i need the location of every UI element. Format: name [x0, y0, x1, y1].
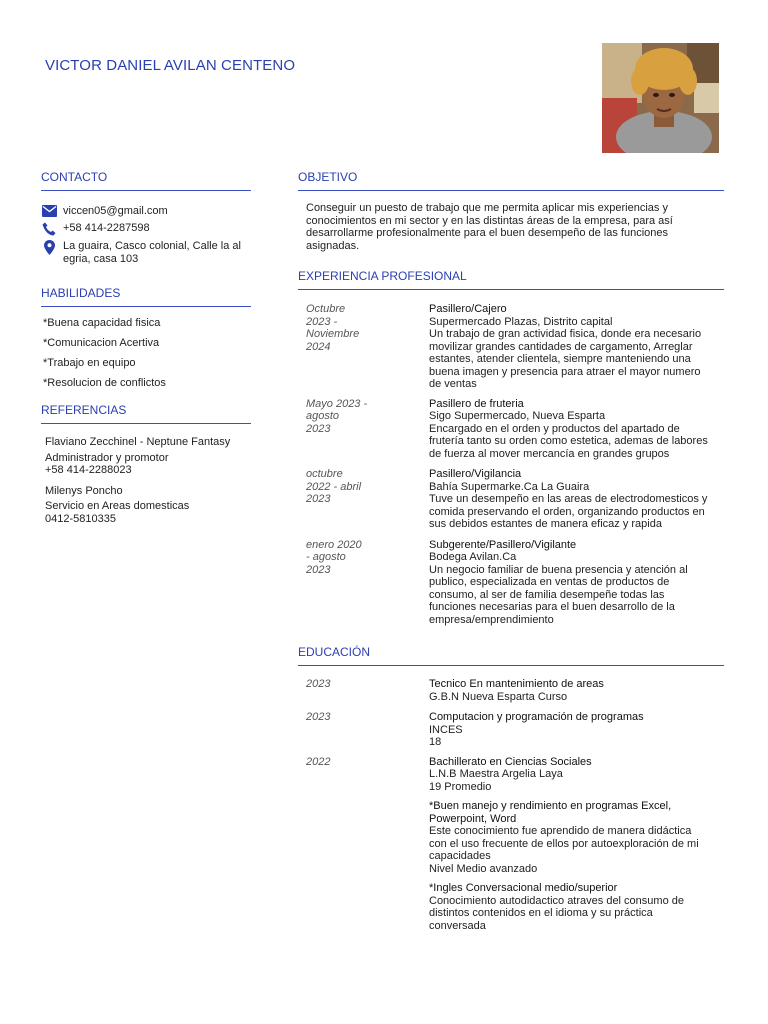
desc-line: empresa/emprendimiento	[429, 613, 554, 626]
date-line: Mayo 2023 -	[306, 397, 368, 410]
education-line: G.B.N Nueva Esparta Curso	[429, 690, 568, 703]
date-line: 2022 - abril	[306, 480, 362, 493]
skill-item: *Trabajo en equipo	[43, 357, 136, 369]
desc-line: Un trabajo de gran actividad fisica, donde era necesario	[429, 328, 702, 340]
address-line-2: egria, casa 103	[63, 253, 139, 265]
desc-line: frutería tanto su orden como estetica, ademas de labores	[429, 435, 708, 447]
education-title: *Buen manejo y rendimiento en programas Excel,	[429, 800, 672, 812]
experience-date	[306, 303, 429, 391]
education-body	[429, 756, 724, 794]
company: Bodega Avilan.Ca	[429, 551, 517, 563]
right-column	[298, 170, 724, 932]
date-line: 2023	[306, 493, 331, 505]
experience-date	[306, 468, 429, 531]
company: Sigo Supermercado, Nueva Esparta	[429, 410, 606, 422]
reference-phone: 0412-5810335	[45, 512, 116, 525]
reference-role: Servicio en Areas domesticas	[45, 500, 190, 512]
experience-entry	[306, 539, 724, 627]
education-line: L.N.B Maestra Argelia Laya	[429, 768, 563, 780]
profile-photo	[602, 43, 719, 153]
contact-section-title: CONTACTO	[41, 170, 251, 191]
education-title: Bachillerato en Ciencias Sociales	[429, 755, 592, 768]
date-line: Noviembre	[306, 328, 360, 340]
skills-list	[41, 317, 251, 390]
education-title: Computacion y programación de programas	[429, 711, 644, 723]
desc-line: comida preservando el orden, organizando productos en	[429, 505, 705, 518]
skill-item: *Resolucion de conflictos	[43, 377, 166, 389]
experience-date	[306, 539, 429, 627]
education-line: Este conocimiento fue aprendido de manera didáctica	[429, 825, 692, 837]
education-line: Conocimiento autodidactico atraves del consumo de	[429, 894, 684, 907]
experience-body	[429, 398, 724, 461]
education-title: *Ingles Conversacional medio/superior	[429, 882, 618, 894]
objective-line: asignadas.	[306, 239, 360, 252]
desc-line: movilizar grandes cantidades de cargamento, Arreglar	[429, 340, 693, 353]
desc-line: consumo, al ser de familia desempeñe todas las	[429, 588, 665, 601]
education-line: conversada	[429, 919, 486, 932]
mail-icon	[41, 205, 57, 217]
address-text	[63, 240, 241, 266]
date-line: octubre	[306, 468, 343, 480]
contact-email	[41, 205, 251, 218]
email-text[interactable]: viccen05@gmail.com	[63, 205, 168, 217]
desc-line: Un negocio familiar de buena presencia y atención al	[429, 563, 688, 576]
education-entry	[306, 882, 724, 932]
education-line: 19 Promedio	[429, 780, 492, 793]
education-entry	[306, 800, 724, 875]
objective-line: desarrollarme profesionalmente para el buen desempeño de las funciones	[306, 227, 669, 239]
date-line: Octubre	[306, 303, 346, 315]
education-line: con el uso frecuente de ellos por autoexploración de mi	[429, 837, 699, 850]
date-line: 2023 -	[306, 315, 338, 328]
education-body	[429, 711, 724, 749]
experience-date	[306, 398, 429, 461]
company: Bahía Supermarke.Ca La Guaira	[429, 480, 590, 493]
experience-entry	[306, 303, 724, 391]
date-line: 2023	[306, 563, 331, 576]
job-title: Pasillero/Vigilancia	[429, 468, 522, 480]
job-title: Pasillero/Cajero	[429, 303, 507, 315]
education-date	[306, 882, 429, 932]
references-section-title: REFERENCIAS	[41, 403, 251, 424]
contact-phone	[41, 222, 251, 236]
reference-role: Administrador y promotor	[45, 451, 169, 464]
education-line: INCES	[429, 723, 463, 736]
phone-text: +58 414-2287598	[63, 222, 150, 234]
date-line: agosto	[306, 410, 340, 422]
date-line: 2023	[306, 422, 331, 435]
education-entry	[306, 678, 724, 703]
education-line: distintos contenidos en el idioma y su práctica	[429, 907, 653, 919]
desc-line: estantes, atender clientela, siempre manteniendo una	[429, 353, 691, 365]
date-line: - agosto	[306, 551, 346, 563]
reference-name: Flaviano Zecchinel - Neptune Fantasy	[45, 436, 231, 448]
experience-body	[429, 303, 724, 391]
education-body	[429, 678, 724, 703]
job-title: Subgerente/Pasillero/Vigilante	[429, 538, 577, 551]
desc-line: publico, especializada en ventas de productos de	[429, 576, 670, 588]
education-date: 2023	[306, 711, 331, 723]
date-line: 2024	[306, 340, 331, 353]
contact-list	[41, 205, 251, 266]
education-date: 2023	[306, 678, 331, 690]
objective-section-title: OBJETIVO	[298, 170, 724, 191]
desc-line: funciones necesarias para el buen desarrollo de la	[429, 601, 675, 613]
education-date	[306, 800, 429, 875]
education-line: capacidades	[429, 850, 491, 862]
education-body	[429, 800, 724, 875]
job-title: Pasillero de fruteria	[429, 397, 524, 410]
education-section-title: EDUCACIÓN	[298, 645, 724, 666]
reference-phone: +58 414-2288023	[45, 464, 132, 476]
education-entry	[306, 711, 724, 749]
education-date: 2022	[306, 755, 331, 768]
education-line: Nivel Medio avanzado	[429, 862, 538, 875]
experience-section-title: EXPERIENCIA PROFESIONAL	[298, 269, 724, 290]
experience-entry	[306, 468, 724, 531]
reference-entry	[45, 485, 251, 526]
experience-body	[429, 468, 724, 531]
reference-entry	[45, 436, 251, 477]
objective-line: conocimientos en mi sector y en las distintas áreas de la empresa, para así	[306, 214, 673, 227]
desc-line: de ventas	[429, 378, 477, 390]
address-line-1: La guaira, Casco colonial, Calle la al	[63, 240, 241, 252]
experience-entry	[306, 398, 724, 461]
desc-line: Tuve un desempeño en las areas de electrodomesticos y	[429, 493, 708, 505]
skill-item: *Comunicacion Acertiva	[43, 337, 160, 349]
desc-line: buena imagen y presencia para atraer el mayor numero	[429, 365, 701, 378]
education-title: Powerpoint, Word	[429, 812, 517, 825]
company: Supermercado Plazas, Distrito capital	[429, 315, 613, 328]
desc-line: Encargado en el orden y productos del apartado de	[429, 422, 680, 435]
location-pin-icon	[41, 240, 57, 255]
desc-line: sus debidos estantes de manera eficaz y rapida	[429, 518, 662, 530]
skill-item: *Buena capacidad fisica	[43, 317, 161, 329]
objective-text	[306, 202, 718, 252]
contact-address	[41, 240, 251, 266]
reference-name: Milenys Poncho	[45, 484, 123, 497]
left-column	[41, 170, 251, 525]
candidate-name: VICTOR DANIEL AVILAN CENTENO	[45, 57, 296, 74]
education-line: 18	[429, 736, 442, 748]
education-title: Tecnico En mantenimiento de areas	[429, 678, 604, 690]
experience-body	[429, 539, 724, 627]
date-line: enero 2020	[306, 538, 362, 551]
objective-line: Conseguir un puesto de trabajo que me permita aplicar mis experiencias y	[306, 202, 668, 214]
education-entry	[306, 756, 724, 794]
skills-section-title: HABILIDADES	[41, 286, 251, 307]
desc-line: de fuerza al mover mercancía en grandes grupos	[429, 447, 670, 460]
education-body	[429, 882, 724, 932]
phone-icon	[41, 222, 57, 236]
